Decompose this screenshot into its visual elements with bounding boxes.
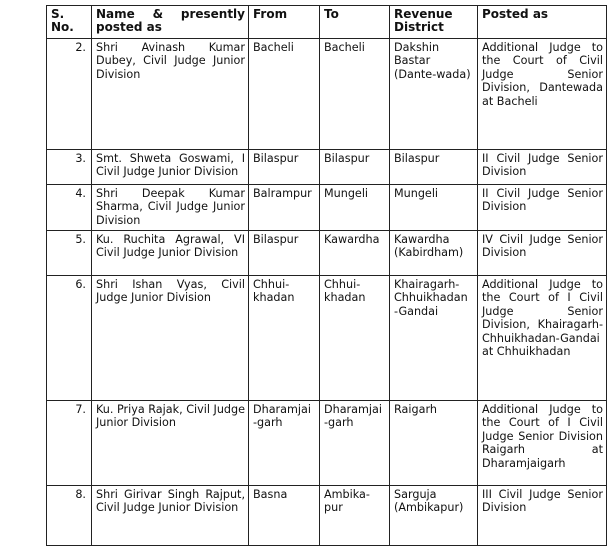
cell-to: Mungeli [320,185,390,231]
cell-from: Dharamjai -garh [249,401,320,486]
cell-district: Kawardha (Kabirdham) [390,231,478,276]
cell-from: Bilaspur [249,231,320,276]
cell-district: Dakshin Bastar (Dante-wada) [390,39,478,150]
cell-name: Shri Avinash Kumar Dubey, Civil Judge Junior Division [92,39,249,150]
cell-district: Sarguja (Ambikapur) [390,486,478,546]
cell-posted-as: II Civil Judge Senior Division [478,185,607,231]
cell-from: Bilaspur [249,150,320,185]
cell-name: Ku. Priya Rajak, Civil Judge Junior Division [92,401,249,486]
table-row [47,185,607,231]
cell-name: Smt. Shweta Goswami, I Civil Judge Junior Division [92,150,249,185]
cell-to: Bacheli [320,39,390,150]
cell-sno: 4. [47,185,92,231]
cell-from: Chhui-khadan [249,276,320,401]
cell-sno: 2. [47,39,92,150]
cell-name: Shri Girivar Singh Rajput, Civil Judge Junior Division [92,486,249,546]
cell-posted-as: Additional Judge to the Court of Civil Judge Senior Division, Dantewada at Bacheli [478,39,607,150]
cell-posted-as: IV Civil Judge Senior Division [478,231,607,276]
header-sno: S. No. [47,6,92,39]
cell-from: Balrampur [249,185,320,231]
cell-posted-as: III Civil Judge Senior Division [478,486,607,546]
header-to: To [320,6,390,39]
cell-sno: 8. [47,486,92,546]
cell-to: Ambika-pur [320,486,390,546]
table-header-row [47,6,607,39]
header-posted-as: Posted as [478,6,607,39]
cell-to: Bilaspur [320,150,390,185]
cell-to: Chhui-khadan [320,276,390,401]
posting-table [46,5,607,546]
cell-from: Basna [249,486,320,546]
cell-district: Bilaspur [390,150,478,185]
header-name: Name & presently posted as [92,6,249,39]
cell-district: Raigarh [390,401,478,486]
cell-district: Mungeli [390,185,478,231]
cell-sno: 6. [47,276,92,401]
cell-name: Ku. Ruchita Agrawal, VI Civil Judge Junior Division [92,231,249,276]
header-revenue-district: Revenue District [390,6,478,39]
cell-name: Shri Deepak Kumar Sharma, Civil Judge Junior Division [92,185,249,231]
cell-to: Dharamjai -garh [320,401,390,486]
cell-from: Bacheli [249,39,320,150]
cell-posted-as: II Civil Judge Senior Division [478,150,607,185]
cell-sno: 3. [47,150,92,185]
header-from: From [249,6,320,39]
table-row [47,231,607,276]
table-row [47,150,607,185]
table-row [47,276,607,401]
table-row [47,39,607,150]
cell-posted-as: Additional Judge to the Court of I Civil Judge Senior Division Raigarh at Dharamjaigarh [478,401,607,486]
cell-to: Kawardha [320,231,390,276]
table-row [47,401,607,486]
cell-district: Khairagarh-Chhuikhadan -Gandai [390,276,478,401]
cell-name: Shri Ishan Vyas, Civil Judge Junior Division [92,276,249,401]
cell-posted-as: Additional Judge to the Court of I Civil Judge Senior Division, Khairagarh-Chhuikhadan-Gandai at Chhuikhadan [478,276,607,401]
cell-sno: 5. [47,231,92,276]
cell-sno: 7. [47,401,92,486]
table-row [47,486,607,546]
